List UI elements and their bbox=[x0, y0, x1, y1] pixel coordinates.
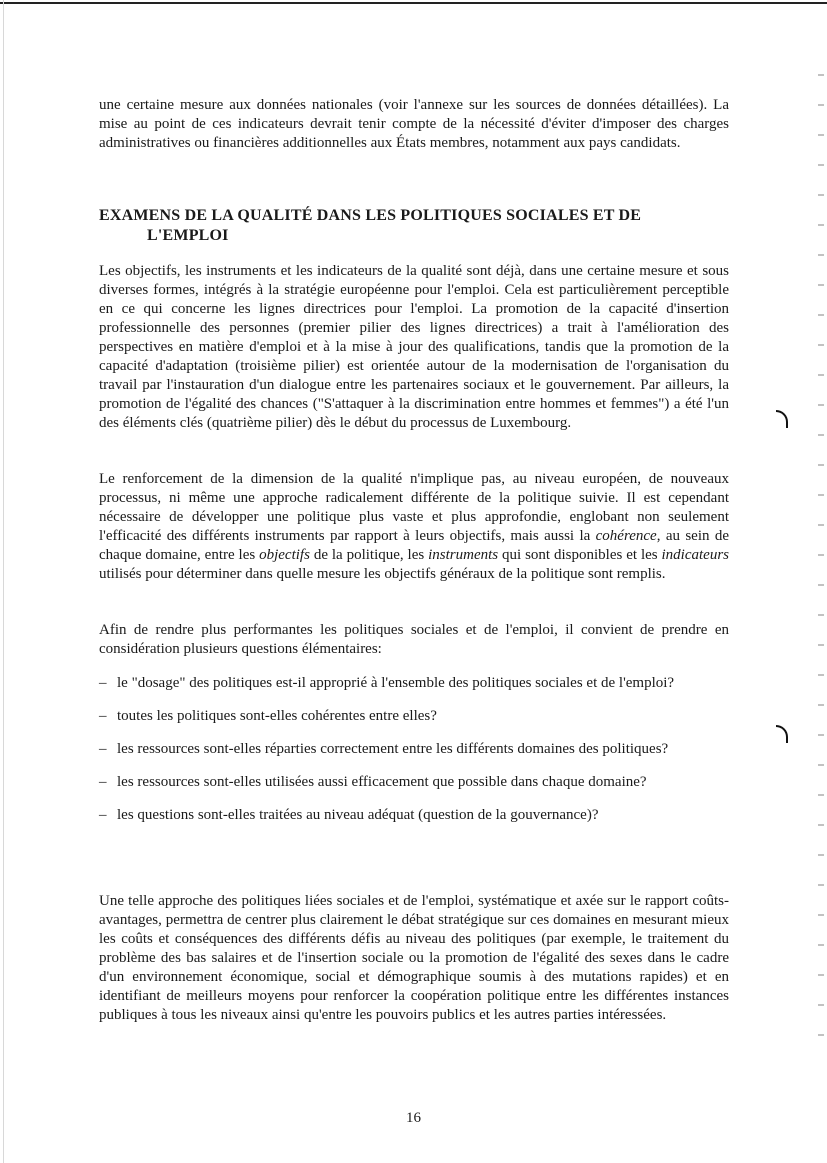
binder-hole-mark-upper bbox=[776, 410, 788, 428]
paragraph-2 bbox=[99, 470, 729, 584]
paragraph-2-part5: utilisés pour déterminer dans quelle mesure les objectifs généraux de la politique sont remplis. bbox=[99, 566, 666, 582]
left-scan-edge bbox=[3, 0, 4, 1163]
emphasis-instruments: instruments bbox=[428, 547, 499, 563]
intro-paragraph bbox=[99, 96, 729, 153]
paragraph-2-part2: , au sein de chaque domaine, entre les bbox=[99, 528, 730, 563]
binder-hole-mark-lower bbox=[776, 725, 788, 743]
paragraph-1 bbox=[99, 262, 729, 433]
paragraph-2-part3: de la politique, les bbox=[309, 547, 429, 563]
list-item bbox=[99, 707, 729, 726]
paragraph-1-text: Les objectifs, les instruments et les indicateurs de la qualité sont déjà, dans une certaine mesure et sous diverses formes, intégrés à la stratégie européenne pour l'emploi. Cela est particulièrement perceptible en ce qui concerne les lignes directrices pour l'emploi. La promotion de la capacité d'insertion professionnelle des personnes (premier pilier des lignes directrices) a trait à l'amélioration des perspectives en matière d'emploi et à la mise à jour des qualifications, tandis que la promotion de la capacité d'adaptation (troisième pilier) est orientée autour de la modernisation de l'organisation du travail par l'instauration d'un dialogue entre les partenaires sociaux et le gouvernement. Par ailleurs, la promotion de l'égalité des chances ("S'attaquer à la discrimination entre hommes et femmes") a été l'un des éléments clés (quatrième pilier) dès le début du processus de Luxembourg. bbox=[99, 263, 729, 431]
emphasis-coherence: cohérence bbox=[595, 528, 657, 544]
questions-list bbox=[99, 674, 729, 839]
list-item bbox=[99, 806, 729, 825]
list-item bbox=[99, 740, 729, 759]
list-item-text: les ressources sont-elles réparties correctement entre les différents domaines des politiques? bbox=[117, 741, 669, 757]
paragraph-4 bbox=[99, 892, 729, 1025]
section-heading-line2: L'EMPLOI bbox=[147, 227, 229, 244]
page-number: 16 bbox=[406, 1110, 421, 1126]
paragraph-2-text bbox=[99, 470, 729, 584]
list-item bbox=[99, 674, 729, 693]
paragraph-2-part4: qui sont disponibles et les bbox=[498, 547, 662, 563]
list-dash: – bbox=[99, 807, 107, 823]
list-dash: – bbox=[99, 774, 107, 790]
paragraph-4-text: Une telle approche des politiques liées sociales et de l'emploi, systématique et axée sur le rapport coûts-avantages, permettra de centrer plus clairement le débat stratégique sur ces domaines en mesurant mieux les coûts et conséquences des différents défis au niveau des politiques (par exemple, le traitement du problème des bas salaires et de l'insertion sociale ou la promotion de l'égalité des sexes dans le cadre d'un environnement économique, social et démographique soumis à des mutations rapides) et en identifiant de meilleurs moyens pour renforcer la coopération politique entre les différentes instances publiques à tous les niveaux ainsi qu'entre les pouvoirs publics et les autres parties intéressées. bbox=[99, 893, 729, 1023]
emphasis-indicateurs: indicateurs bbox=[661, 547, 729, 563]
list-dash: – bbox=[99, 741, 107, 757]
list-item-text: toutes les politiques sont-elles cohérentes entre elles? bbox=[117, 708, 437, 724]
section-heading bbox=[99, 206, 729, 246]
emphasis-objectifs: objectifs bbox=[259, 547, 310, 563]
list-item bbox=[99, 773, 729, 792]
top-border-line bbox=[0, 2, 827, 4]
right-scan-edge bbox=[818, 60, 824, 1060]
intro-paragraph-text: une certaine mesure aux données nationales (voir l'annexe sur les sources de données détaillées). La mise au point de ces indicateurs devrait tenir compte de la nécessité d'éviter d'imposer des charges administratives ou financières additionnelles aux États membres, notamment aux pays candidats. bbox=[99, 97, 729, 151]
list-dash: – bbox=[99, 708, 107, 724]
paragraph-2-part1: Le renforcement de la dimension de la qualité n'implique pas, au niveau européen, de nouveaux processus, ni même une approche radicalement différente de la politique suivie. Il est cependant nécessaire de développer une politique plus vaste et plus approfondie, englobant non seulement l'efficacité des différents instruments par rapport à leurs objectifs, mais aussi la bbox=[99, 471, 729, 544]
list-item-text: les questions sont-elles traitées au niveau adéquat (question de la gouvernance)? bbox=[117, 807, 599, 823]
paragraph-3 bbox=[99, 621, 729, 659]
list-item-text: le "dosage" des politiques est-il approprié à l'ensemble des politiques sociales et de l'emploi? bbox=[117, 675, 675, 691]
section-heading-line1: EXAMENS DE LA QUALITÉ DANS LES POLITIQUES SOCIALES ET DE bbox=[99, 207, 642, 224]
list-dash: – bbox=[99, 675, 107, 691]
list-item-text: les ressources sont-elles utilisées aussi efficacement que possible dans chaque domaine? bbox=[117, 774, 647, 790]
paragraph-3-text: Afin de rendre plus performantes les politiques sociales et de l'emploi, il convient de prendre en considération plusieurs questions élémentaires: bbox=[99, 622, 729, 657]
